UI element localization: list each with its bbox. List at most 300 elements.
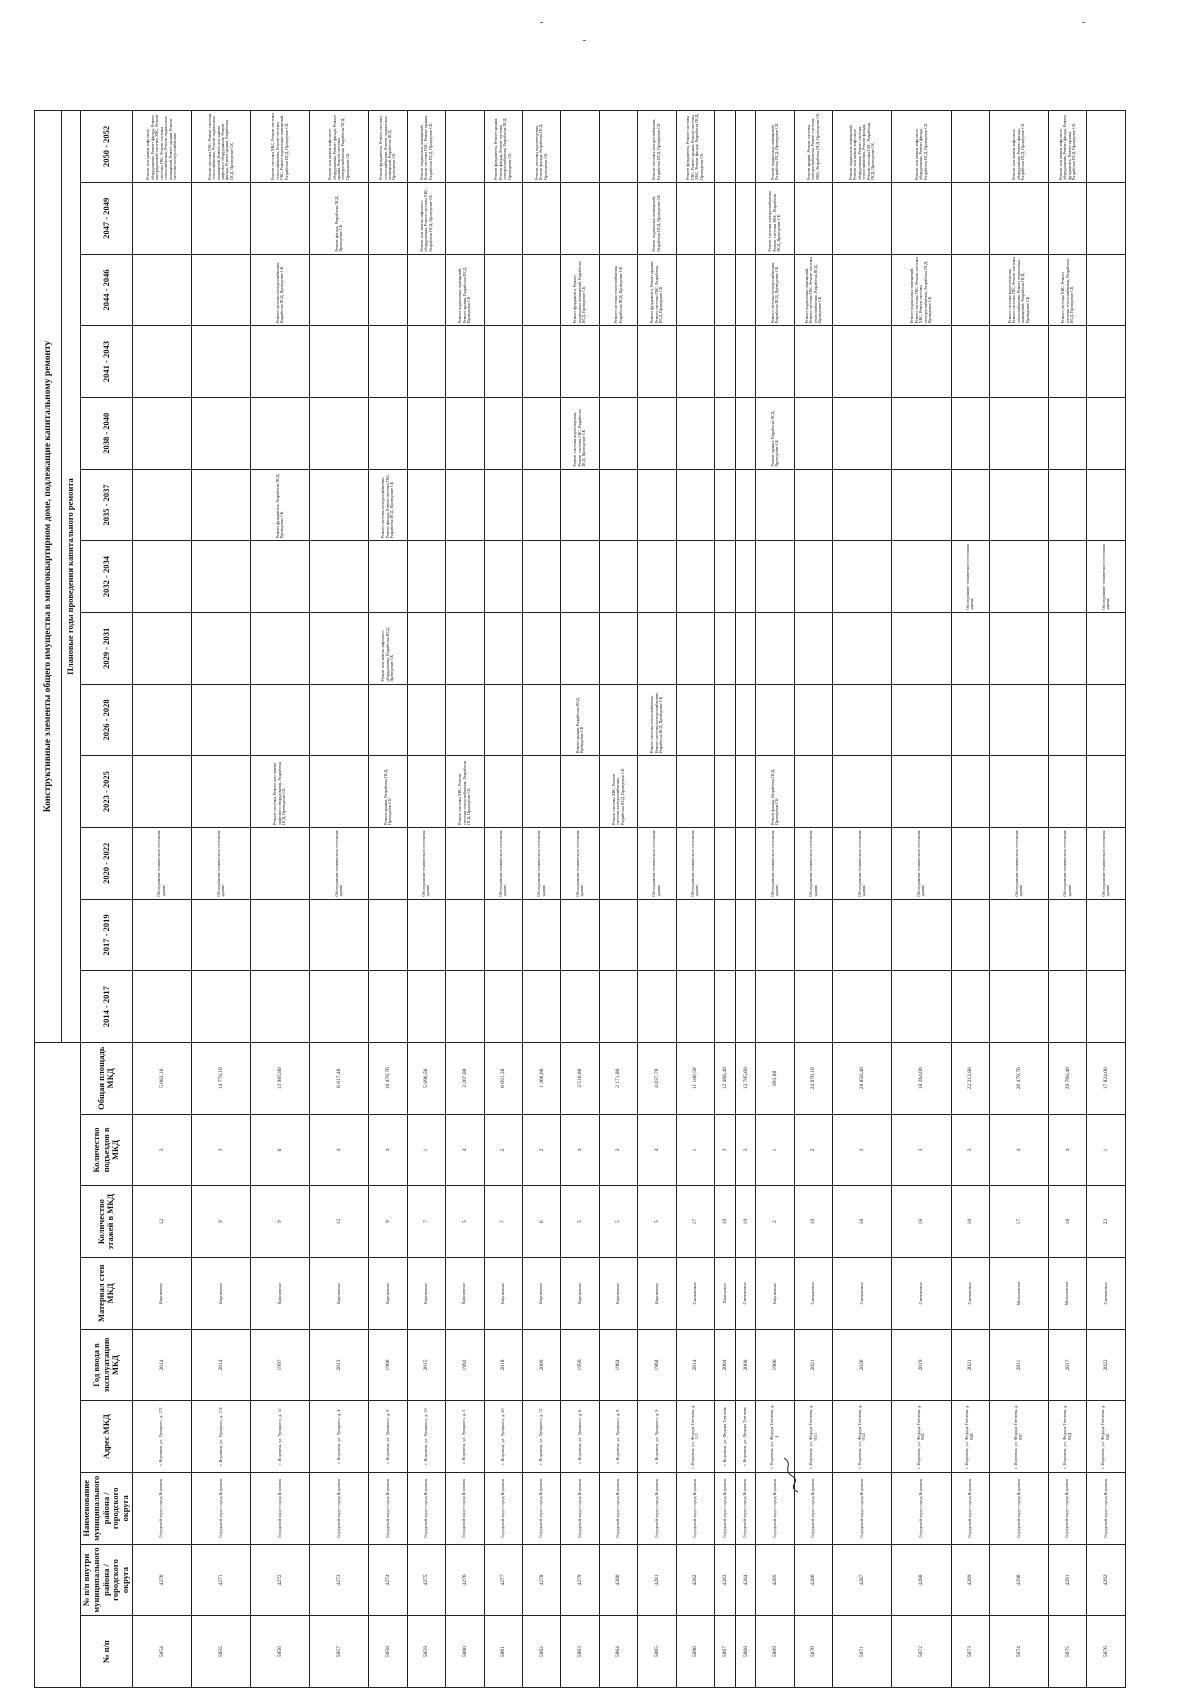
cell-period-work — [892, 899, 951, 971]
cell-period-work — [599, 684, 637, 756]
table-row — [561, 111, 599, 1688]
cell-entrances: 4 — [638, 1114, 676, 1186]
cell-period-work — [407, 971, 445, 1043]
cell-floors: 17 — [676, 1186, 714, 1258]
table-row — [522, 111, 560, 1688]
table-row — [251, 111, 310, 1688]
cell-entrances: 6 — [251, 1114, 310, 1186]
table-row — [599, 111, 637, 1688]
cell-period-work — [599, 971, 637, 1043]
cell-num: 5073 — [951, 1616, 989, 1688]
cell-year: 1997 — [251, 1329, 310, 1401]
cell-period-work — [251, 684, 310, 756]
cell-district: Городской округ город Воронеж — [484, 1472, 522, 1544]
cell-entrances: 3 — [191, 1114, 250, 1186]
table-row — [446, 111, 484, 1688]
cell-period-work — [599, 397, 637, 469]
cell-num: 5065 — [638, 1616, 676, 1688]
cell-floors: 5 — [561, 1186, 599, 1258]
col-num: № п/п — [81, 1616, 133, 1688]
cell-period-work: Ремонт системы электроснабжения, Ремонт системы ХВС, Разработка ПСД, Проведение СК — [756, 182, 794, 254]
cell-area: 26 479,70 — [989, 1042, 1048, 1114]
cell-period-work — [191, 756, 250, 828]
cell-period-work — [446, 469, 484, 541]
cell-address: г. Воронеж, ул. Урицкого, д. 5 — [446, 1401, 484, 1473]
cell-num: 5070 — [794, 1616, 832, 1688]
cell-period-work — [522, 612, 560, 684]
cell-district: Городской округ город Воронеж — [833, 1472, 892, 1544]
cell-period-work — [599, 182, 637, 254]
cell-period-work — [794, 899, 832, 971]
cell-num: 5060 — [446, 1616, 484, 1688]
cell-period-work: Обследование технического состояния здания — [484, 827, 522, 899]
cell-period-work — [310, 899, 369, 971]
cell-year: 1992 — [446, 1329, 484, 1401]
cell-period-work — [1049, 756, 1087, 828]
cell-period-work — [132, 541, 191, 613]
cell-material: Монолитные — [989, 1257, 1048, 1329]
cell-period-work: Ремонт или замена лифтового оборудования, Ремонт фасада, Ремонт крыши, Ремонт системы электроснабжения, Разработка ПСД, Проведение СК — [310, 111, 369, 183]
cell-material: Кирпичные — [407, 1257, 445, 1329]
table-subtitle: Плановые годы проведения капитального ремонта — [62, 111, 81, 1043]
cell-period-work: Ремонт фундамента, Ремонт крыши, Ремонт фасада, Ремонт системы электроснабжения, Разработка ПСД, Проведение СК — [484, 111, 522, 183]
cell-period-work — [561, 182, 599, 254]
cell-period-work — [715, 111, 736, 183]
cell-period-work — [951, 971, 989, 1043]
cell-period-work: Обследование технического состояния здания — [132, 827, 191, 899]
cell-period-work — [191, 254, 250, 326]
cell-period-work — [407, 397, 445, 469]
capital-repair-table — [34, 110, 1126, 1688]
period-header: 2047 - 2049 — [81, 182, 133, 254]
cell-period-work — [989, 612, 1048, 684]
cell-period-work — [522, 684, 560, 756]
cell-period-work — [715, 827, 736, 899]
cell-period-work — [446, 971, 484, 1043]
cell-period-work — [310, 541, 369, 613]
cell-period-work — [1049, 469, 1087, 541]
cell-period-work: Ремонт системы электроснабжения, Разработка ПСД, Проведение СК — [251, 254, 310, 326]
table-row — [833, 111, 892, 1688]
cell-period-work — [676, 469, 714, 541]
cell-period-work — [989, 397, 1048, 469]
cell-period-work: Ремонт фундамента, Ремонт системы ГВС, Ремонт крыши, Ремонт системы ХВС, Ремонт фасада, Разработка ПСД, Проведение СК — [676, 111, 714, 183]
cell-code: 4273 — [310, 1544, 369, 1616]
table-row — [794, 111, 832, 1688]
cell-code: 4290 — [989, 1544, 1048, 1616]
cell-period-work — [951, 254, 989, 326]
cell-period-work — [715, 756, 736, 828]
cell-period-work — [676, 971, 714, 1043]
cell-period-work — [735, 827, 756, 899]
cell-entrances: 3 — [892, 1114, 951, 1186]
cell-area: 5 896,50 — [407, 1042, 445, 1114]
cell-period-work — [132, 326, 191, 398]
cell-period-work: Обследование технического состояния здания — [989, 827, 1048, 899]
cell-period-work — [484, 469, 522, 541]
cell-period-work — [638, 612, 676, 684]
cell-address: г. Воронеж, ул. Федора Тютчева, д. 95Е — [1087, 1401, 1126, 1473]
cell-period-work — [251, 971, 310, 1043]
scan-speck — [583, 40, 586, 41]
cell-period-work: Обследование технического состояния здания — [561, 827, 599, 899]
col-code: № п/п внутри муниципального района / городского округа — [81, 1544, 133, 1616]
cell-floors: 9 — [369, 1186, 407, 1258]
cell-period-work — [369, 899, 407, 971]
cell-period-work — [833, 756, 892, 828]
cell-period-work — [191, 326, 250, 398]
cell-code: 4292 — [1087, 1544, 1126, 1616]
cell-period-work — [191, 899, 250, 971]
period-header: 2038 - 2040 — [81, 397, 133, 469]
cell-period-work: Ремонт или замена лифтового оборудования, Ремонт системы ХВС, Разработка ПСД, Проведение СК — [407, 182, 445, 254]
cell-period-work — [794, 541, 832, 613]
cell-address: г. Воронеж, ул. Урицкого, д. 15 — [251, 1401, 310, 1473]
cell-period-work — [951, 899, 989, 971]
cell-year: 1964 — [638, 1329, 676, 1401]
cell-period-work — [599, 827, 637, 899]
cell-period-work — [1049, 182, 1087, 254]
cell-period-work — [132, 684, 191, 756]
cell-period-work: Обследование технического состояния здания — [1087, 541, 1126, 613]
cell-period-work — [522, 182, 560, 254]
cell-period-work — [191, 469, 250, 541]
cell-period-work — [735, 756, 756, 828]
cell-district: Городской округ город Воронеж — [989, 1472, 1048, 1544]
cell-year: 2021 — [794, 1329, 832, 1401]
cell-area: 24 070,10 — [794, 1042, 832, 1114]
cell-period-work — [1049, 684, 1087, 756]
table-row — [1087, 111, 1126, 1688]
cell-period-work — [735, 182, 756, 254]
cell-period-work: Ремонт системы электроснабжения, Разработка ПСД, Проведение СК — [638, 111, 676, 183]
cell-period-work — [191, 971, 250, 1043]
cell-period-work — [892, 541, 951, 613]
cell-period-work: Ремонт системы ХВС, Ремонт системы теплоснабжения, Разработка ПСД, Проведение СК — [446, 756, 484, 828]
cell-period-work: Ремонт системы ХВС, Ремонт системы теплоснабжения, Ремонт системы ГВС, Ремонт подвальных помещений, Разработка ПСД, Проведение СК — [251, 111, 310, 183]
cell-area: 6 817,40 — [310, 1042, 369, 1114]
cell-material: Кирпичные — [369, 1257, 407, 1329]
cell-year: 2019 — [892, 1329, 951, 1401]
cell-district: Городской округ город Воронеж — [132, 1472, 191, 1544]
cell-year: 2008 — [735, 1329, 756, 1401]
cell-entrances: 2 — [522, 1114, 560, 1186]
period-header: 2032 - 2034 — [81, 541, 133, 613]
cell-period-work — [369, 182, 407, 254]
cell-district: Городской округ город Воронеж — [676, 1472, 714, 1544]
cell-period-work — [951, 182, 989, 254]
cell-material: Кирпичные — [310, 1257, 369, 1329]
cell-code: 4275 — [407, 1544, 445, 1616]
cell-period-work: Ремонт системы водоотведения, Ремонт системы ГВС, Ремонт системы теплоснабжения, Ремонт подвальных помещений, Разработка ПСД, Проведение СК — [989, 254, 1048, 326]
cell-period-work: Ремонт подвальных помещений, Разработка ПСД, Проведение СК — [756, 111, 794, 183]
cell-period-work — [132, 182, 191, 254]
cell-period-work — [735, 469, 756, 541]
cell-period-work — [989, 899, 1048, 971]
cell-period-work — [794, 326, 832, 398]
cell-num: 5057 — [310, 1616, 369, 1688]
rotated-page — [34, 110, 1126, 1688]
cell-period-work: Обследование технического состояния здания — [638, 827, 676, 899]
cell-period-work — [715, 899, 736, 971]
cell-period-work — [522, 326, 560, 398]
table-row — [735, 111, 756, 1688]
cell-period-work — [676, 756, 714, 828]
cell-period-work — [522, 541, 560, 613]
cell-year: 2009 — [522, 1329, 560, 1401]
cell-entrances: 1 — [1087, 1114, 1126, 1186]
cell-period-work — [251, 397, 310, 469]
cell-district: Городской округ город Воронеж — [638, 1472, 676, 1544]
cell-period-work: Ремонт подвальных помещений, Ремонт системы ГВС, Ремонт системы теплоснабжения, Разработка ПСД, Проведение СК — [794, 254, 832, 326]
cell-period-work — [833, 612, 892, 684]
cell-area: 3 516,80 — [561, 1042, 599, 1114]
cell-period-work — [833, 899, 892, 971]
table-row — [1049, 111, 1087, 1688]
cell-district: Городской округ город Воронеж — [561, 1472, 599, 1544]
period-header: 2023 - 2025 — [81, 756, 133, 828]
cell-code: 4281 — [638, 1544, 676, 1616]
cell-year: 2014 — [191, 1329, 250, 1401]
cell-period-work — [676, 254, 714, 326]
cell-material: Кирпичные — [251, 1257, 310, 1329]
cell-year: 2022 — [1087, 1329, 1126, 1401]
cell-period-work — [833, 326, 892, 398]
cell-area: 11 180,50 — [676, 1042, 714, 1114]
cell-period-work — [310, 469, 369, 541]
cell-area: 17 824,00 — [1087, 1042, 1126, 1114]
cell-area: 4 037,70 — [638, 1042, 676, 1114]
cell-period-work — [892, 612, 951, 684]
cell-period-work — [599, 612, 637, 684]
cell-period-work — [892, 684, 951, 756]
cell-district: Городской округ город Воронеж — [951, 1472, 989, 1544]
cell-floors: 19 — [735, 1186, 756, 1258]
cell-period-work — [638, 326, 676, 398]
cell-period-work — [735, 899, 756, 971]
cell-address: г. Воронеж, ул. Федора Тютчева, д. 95Д — [1049, 1401, 1087, 1473]
cell-address: г. Воронеж, ул. Урицкого, д. 20 — [484, 1401, 522, 1473]
cell-period-work — [484, 326, 522, 398]
cell-address: г. Воронеж, ул. Федора Тютчева — [735, 1401, 756, 1473]
cell-entrances: 4 — [310, 1114, 369, 1186]
cell-area: 2 171,80 — [599, 1042, 637, 1114]
cell-period-work — [735, 111, 756, 183]
cell-period-work: Обследование технического состояния здания — [1049, 827, 1087, 899]
cell-period-work — [676, 899, 714, 971]
cell-year: 2014 — [132, 1329, 191, 1401]
cell-period-work — [1049, 899, 1087, 971]
cell-period-work — [794, 756, 832, 828]
cell-period-work — [1049, 326, 1087, 398]
cell-period-work — [676, 684, 714, 756]
cell-material: Панельные — [715, 1257, 736, 1329]
col-entrances: Количество подъездов в МКД — [81, 1114, 133, 1186]
cell-period-work — [1087, 756, 1126, 828]
cell-year: 2018 — [484, 1329, 522, 1401]
cell-district: Городской округ город Воронеж — [794, 1472, 832, 1544]
cell-period-work — [251, 326, 310, 398]
cell-period-work: Обследование технического состояния здания — [407, 827, 445, 899]
cell-period-work — [369, 541, 407, 613]
cell-period-work: Ремонт или замена лифтового оборудования, Ремонт фасада, Ремонт внутридомовой системы ХВС, Ремонт системы ГВС, Ремонт системы теплоснабжения, Ремонт подвальных помещений, Ремонт крыши, Ремонт системы электроснабжения — [132, 111, 191, 183]
cell-address: г. Воронеж, ул. Урицкого, д. 172 — [132, 1401, 191, 1473]
cell-period-work — [715, 326, 736, 398]
cell-period-work — [794, 612, 832, 684]
period-header: 2041 - 2043 — [81, 326, 133, 398]
cell-period-work — [1087, 254, 1126, 326]
cell-district: Городской округ город Воронеж — [251, 1472, 310, 1544]
cell-area: 28 858,40 — [833, 1042, 892, 1114]
cell-period-work — [951, 397, 989, 469]
cell-period-work — [676, 541, 714, 613]
cell-period-work — [446, 612, 484, 684]
cell-period-work — [407, 541, 445, 613]
cell-period-work — [756, 326, 794, 398]
cell-period-work — [892, 397, 951, 469]
cell-area: 3 207,00 — [446, 1042, 484, 1114]
cell-period-work — [833, 254, 892, 326]
cell-period-work — [1049, 397, 1087, 469]
cell-period-work — [407, 254, 445, 326]
cell-period-work — [446, 397, 484, 469]
cell-period-work — [446, 111, 484, 183]
cell-period-work — [369, 827, 407, 899]
cell-period-work — [446, 899, 484, 971]
cell-area: 10 478,76 — [369, 1042, 407, 1114]
cell-num: 5071 — [833, 1616, 892, 1688]
cell-code: 4271 — [191, 1544, 250, 1616]
cell-period-work — [1087, 111, 1126, 183]
cell-period-work — [638, 469, 676, 541]
cell-district: Городской округ город Воронеж — [735, 1472, 756, 1544]
cell-period-work: Обследование технического состояния здания — [191, 827, 250, 899]
cell-period-work: Обследование технического состояния здания — [833, 827, 892, 899]
cell-period-work — [1049, 612, 1087, 684]
cell-material: Смешанные — [892, 1257, 951, 1329]
cell-period-work — [951, 827, 989, 899]
cell-period-work — [599, 326, 637, 398]
cell-address: г. Воронеж, ул. Федора Тютчева — [715, 1401, 736, 1473]
cell-address: г. Воронеж, ул. Урицкого, д. 12 — [522, 1401, 560, 1473]
cell-period-work — [892, 182, 951, 254]
col-district: Наименование муниципального района / городского округа — [81, 1472, 133, 1544]
table-row — [715, 111, 736, 1688]
cell-period-work — [1049, 541, 1087, 613]
cell-num: 5076 — [1087, 1616, 1126, 1688]
cell-period-work — [369, 684, 407, 756]
cell-period-work: Обследование технического состояния здания — [756, 827, 794, 899]
cell-period-work — [599, 469, 637, 541]
cell-period-work: Ремонт крыши, Ремонт системы электроснабжения, Ремонт системы ХВС, Разработка ПСД, Проведение СК — [794, 111, 832, 183]
cell-period-work — [522, 397, 560, 469]
cell-period-work — [484, 612, 522, 684]
cell-entrances: 2 — [794, 1114, 832, 1186]
cell-period-work — [132, 971, 191, 1043]
cell-address: г. Воронеж, ул. Урицкого, д. 19 — [407, 1401, 445, 1473]
cell-district: Городской округ город Воронеж — [446, 1472, 484, 1544]
cell-period-work — [676, 612, 714, 684]
cell-period-work — [794, 469, 832, 541]
cell-period-work: Ремонт подвальных помещений, Ремонт крыши, Разработка ПСД, Проведение СК — [446, 254, 484, 326]
cell-period-work — [794, 684, 832, 756]
period-header: 2017 - 2019 — [81, 899, 133, 971]
cell-period-work — [407, 899, 445, 971]
cell-entrances: 2 — [484, 1114, 522, 1186]
cell-area: 14 778,10 — [191, 1042, 250, 1114]
cell-period-work — [638, 756, 676, 828]
cell-code: 4287 — [833, 1544, 892, 1616]
cell-period-work — [676, 182, 714, 254]
cell-code: 4279 — [561, 1544, 599, 1616]
cell-entrances: 1 — [407, 1114, 445, 1186]
cell-entrances: 1 — [756, 1114, 794, 1186]
cell-num: 5062 — [522, 1616, 560, 1688]
cell-district: Городской округ город Воронеж — [310, 1472, 369, 1544]
cell-year: 1960 — [369, 1329, 407, 1401]
cell-year: 1964 — [599, 1329, 637, 1401]
cell-material: Кирпичные — [599, 1257, 637, 1329]
cell-material: Кирпичные — [522, 1257, 560, 1329]
cell-code: 4283 — [715, 1544, 736, 1616]
cell-period-work — [715, 541, 736, 613]
cell-period-work: Ремонт системы теплоснабжения, Ремонт системы электроснабжения, Разработка ПСД, Проведение СК — [638, 684, 676, 756]
cell-address: г. Воронеж, ул. Федора Тютчева, д. 113 — [676, 1401, 714, 1473]
cell-district: Городской округ город Воронеж — [1049, 1472, 1087, 1544]
cell-period-work: Ремонт системы водоотведения, Ремонт фасада, Разработка ПСД, Проведение СК — [522, 111, 560, 183]
cell-period-work — [310, 612, 369, 684]
cell-floors: 18 — [1049, 1186, 1087, 1258]
cell-period-work — [310, 397, 369, 469]
cell-period-work — [561, 469, 599, 541]
cell-area: 12 468,40 — [715, 1042, 736, 1114]
table-row — [756, 111, 794, 1688]
cell-period-work — [1049, 971, 1087, 1043]
cell-period-work: Ремонт подвальных помещений, Разработка ПСД, Проведение СК — [638, 182, 676, 254]
cell-num: 5059 — [407, 1616, 445, 1688]
cell-floors: 6 — [522, 1186, 560, 1258]
cell-period-work — [989, 469, 1048, 541]
cell-floors: 7 — [484, 1186, 522, 1258]
cell-code: 4286 — [794, 1544, 832, 1616]
cell-num: 5054 — [132, 1616, 191, 1688]
table-row — [989, 111, 1048, 1688]
cell-entrances: 3 — [951, 1114, 989, 1186]
cell-floors: 9 — [191, 1186, 250, 1258]
cell-address: г. Воронеж, ул. Урицкого, д. 9 — [638, 1401, 676, 1473]
cell-period-work — [715, 397, 736, 469]
cell-address: г. Воронеж, ул. Федора Тютчева, д. 93/2 — [833, 1401, 892, 1473]
cell-period-work — [989, 541, 1048, 613]
cell-address: г. Воронеж, ул. Урицкого, д. 174 — [191, 1401, 250, 1473]
cell-period-work — [310, 326, 369, 398]
cell-period-work — [446, 182, 484, 254]
cell-period-work — [310, 254, 369, 326]
cell-period-work — [407, 756, 445, 828]
cell-period-work — [484, 971, 522, 1043]
cell-num: 5058 — [369, 1616, 407, 1688]
cell-period-work — [735, 397, 756, 469]
cell-entrances: 3 — [833, 1114, 892, 1186]
cell-period-work — [522, 469, 560, 541]
cell-period-work — [561, 899, 599, 971]
cell-period-work — [951, 111, 989, 183]
cell-period-work — [561, 612, 599, 684]
table-title: Конструктивные элементы общего имущества в многоквартирном доме, подлежащие капитальному ремонту — [35, 111, 62, 1043]
table-row — [132, 111, 191, 1688]
cell-period-work — [989, 182, 1048, 254]
cell-entrances: 4 — [1049, 1114, 1087, 1186]
